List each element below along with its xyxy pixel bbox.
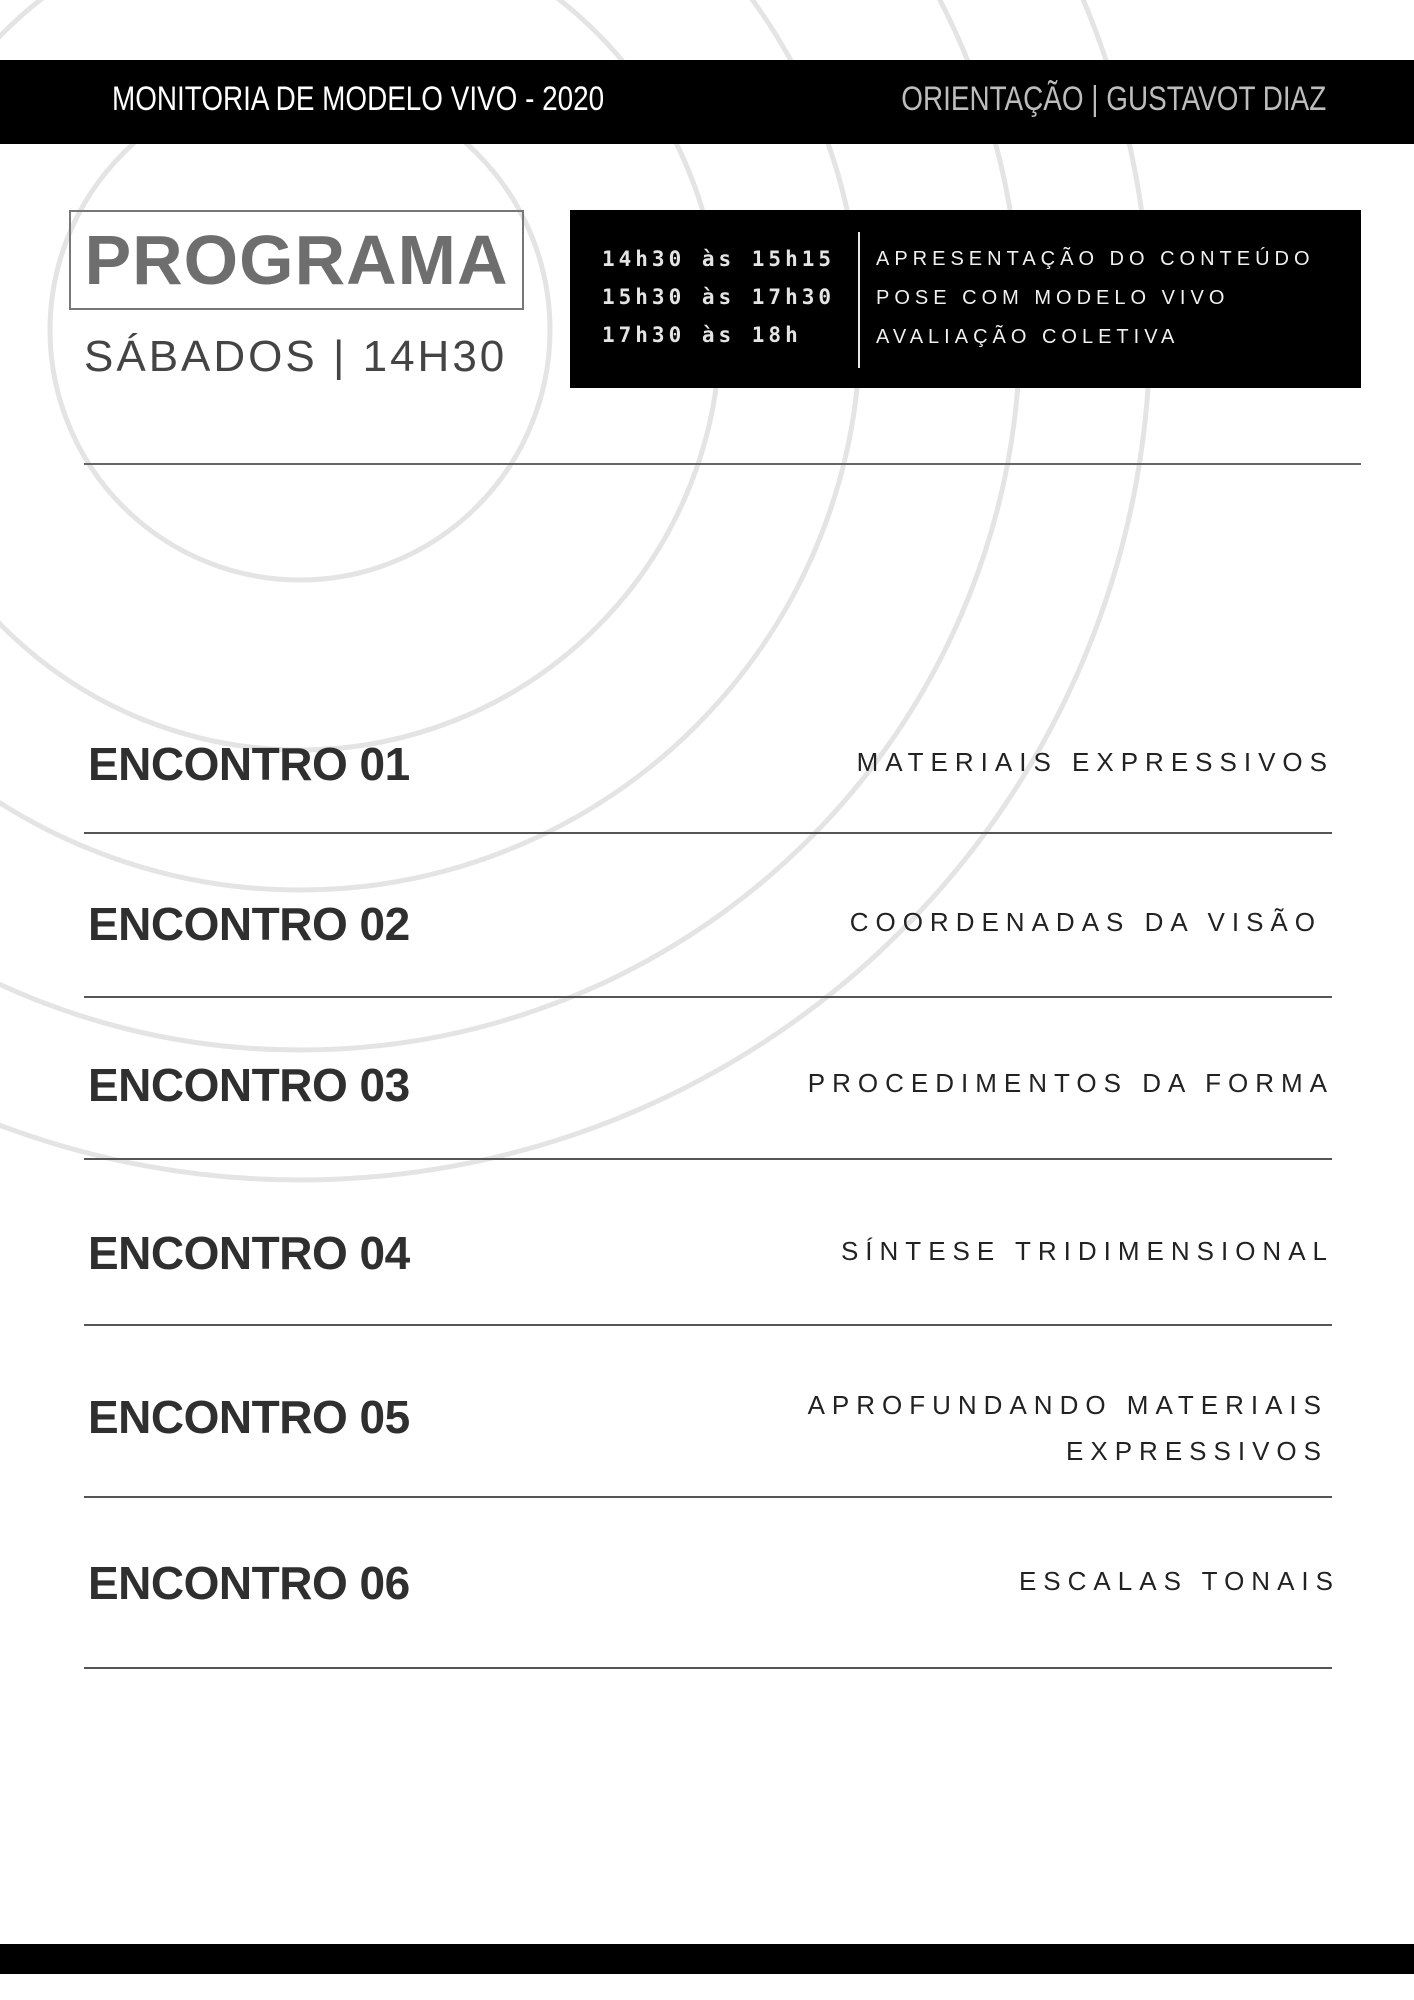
encontro-topic-line: COORDENADAS DA VISÃO [849,907,1322,937]
schedule-time: 15h30 às 17h30 [602,285,836,309]
encontro-topic-line: PROCEDIMENTOS DA FORMA [807,1068,1334,1098]
encontro-label: ENCONTRO 03 [88,1059,410,1111]
row-divider [84,1496,1332,1498]
encontro-topic [857,739,1334,785]
row-divider [84,996,1332,998]
section-divider [84,463,1361,465]
schedule-time: 14h30 às 15h15 [602,247,836,271]
footer-bar [0,1944,1414,1974]
encontro-topic-line: EXPRESSIVOS [1066,1436,1328,1466]
programa-title: PROGRAMA [84,221,509,299]
schedule-activities [876,240,1315,357]
row-divider [84,832,1332,834]
encontro-label: ENCONTRO 06 [88,1557,410,1609]
encontro-label: ENCONTRO 01 [88,738,410,790]
encontro-topic [808,1382,1328,1474]
schedule-time: 17h30 às 18h [602,323,802,347]
programa-subtitle: SÁBADOS | 14H30 [84,332,508,381]
schedule-times [602,240,835,354]
programa-box [69,210,524,310]
encontro-topic-line: MATERIAIS EXPRESSIVOS [856,747,1334,777]
schedule-activity: AVALIAÇÃO COLETIVA [876,326,1180,348]
header-bar [0,60,1414,144]
encontro-topic [808,1060,1334,1106]
row-divider [84,1158,1332,1160]
schedule-divider [858,232,860,368]
encontro-label: ENCONTRO 05 [88,1391,410,1443]
row-divider [84,1324,1332,1326]
schedule-activity: POSE COM MODELO VIVO [876,287,1230,309]
encontro-topic [1019,1558,1340,1604]
encontro-label: ENCONTRO 02 [88,898,410,950]
encontro-topic-line: SÍNTESE TRIDIMENSIONAL [840,1236,1334,1266]
schedule-box [570,210,1361,388]
encontro-topic-line: APROFUNDANDO MATERIAIS [807,1390,1328,1420]
schedule-activity: APRESENTAÇÃO DO CONTEÚDO [876,248,1315,270]
encontro-topic [841,1228,1334,1274]
header-orientation: ORIENTAÇÃO | GUSTAVOT DIAZ [901,80,1326,118]
encontro-topic-line: ESCALAS TONAIS [1018,1566,1340,1596]
header-title: MONITORIA DE MODELO VIVO - 2020 [112,80,605,118]
row-divider [84,1667,1332,1669]
encontro-label: ENCONTRO 04 [88,1227,410,1279]
encontro-topic [850,899,1322,945]
